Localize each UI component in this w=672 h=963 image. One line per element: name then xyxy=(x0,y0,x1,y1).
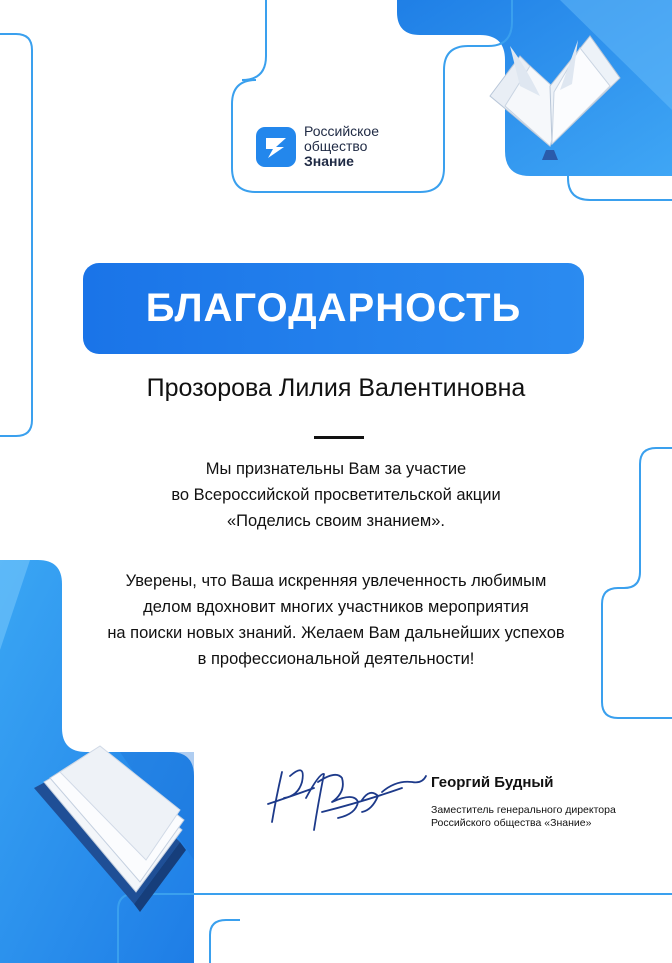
bottom-frame-line xyxy=(118,894,672,963)
paragraph1-line: «Поделись своим знанием». xyxy=(227,512,445,530)
signer-role xyxy=(431,804,616,830)
paragraph1-line: Мы признательны Вам за участие xyxy=(205,460,467,478)
title-banner xyxy=(83,263,584,354)
divider xyxy=(314,436,364,439)
wishes-paragraph xyxy=(0,568,672,672)
gratitude-paragraph xyxy=(0,456,672,534)
paragraph2-line: Уверены, что Ваша искренняя увлеченность любимым xyxy=(125,572,547,590)
znanie-logo-icon xyxy=(256,127,296,167)
logo-line-3: Знание xyxy=(304,153,354,169)
paragraph2-line: в профессиональной деятельности! xyxy=(197,650,475,668)
open-book-icon xyxy=(480,26,630,166)
signer-name: Георгий Будный xyxy=(431,774,554,791)
signer-role-line: Российского общества «Знание» xyxy=(431,817,592,829)
handwritten-signature xyxy=(262,752,432,842)
brand-logo xyxy=(256,124,379,169)
logo-line-1: Российское xyxy=(304,123,380,139)
recipient-name: Прозорова Лилия Валентиновна xyxy=(146,374,526,402)
paragraph2-line: на поиски новых знаний. Желаем Вам дальнейших успехов xyxy=(107,624,565,642)
logo-text xyxy=(304,124,379,169)
signer-role-line: Заместитель генерального директора xyxy=(431,804,616,816)
certificate-title: БЛАГОДАРНОСТЬ xyxy=(145,286,522,330)
logo-line-2: общество xyxy=(304,138,368,154)
paragraph2-line: делом вдохновит многих участников мероприятия xyxy=(143,598,529,616)
book-icon xyxy=(30,732,195,922)
paragraph1-line: во Всероссийской просветительской акции xyxy=(171,486,501,504)
